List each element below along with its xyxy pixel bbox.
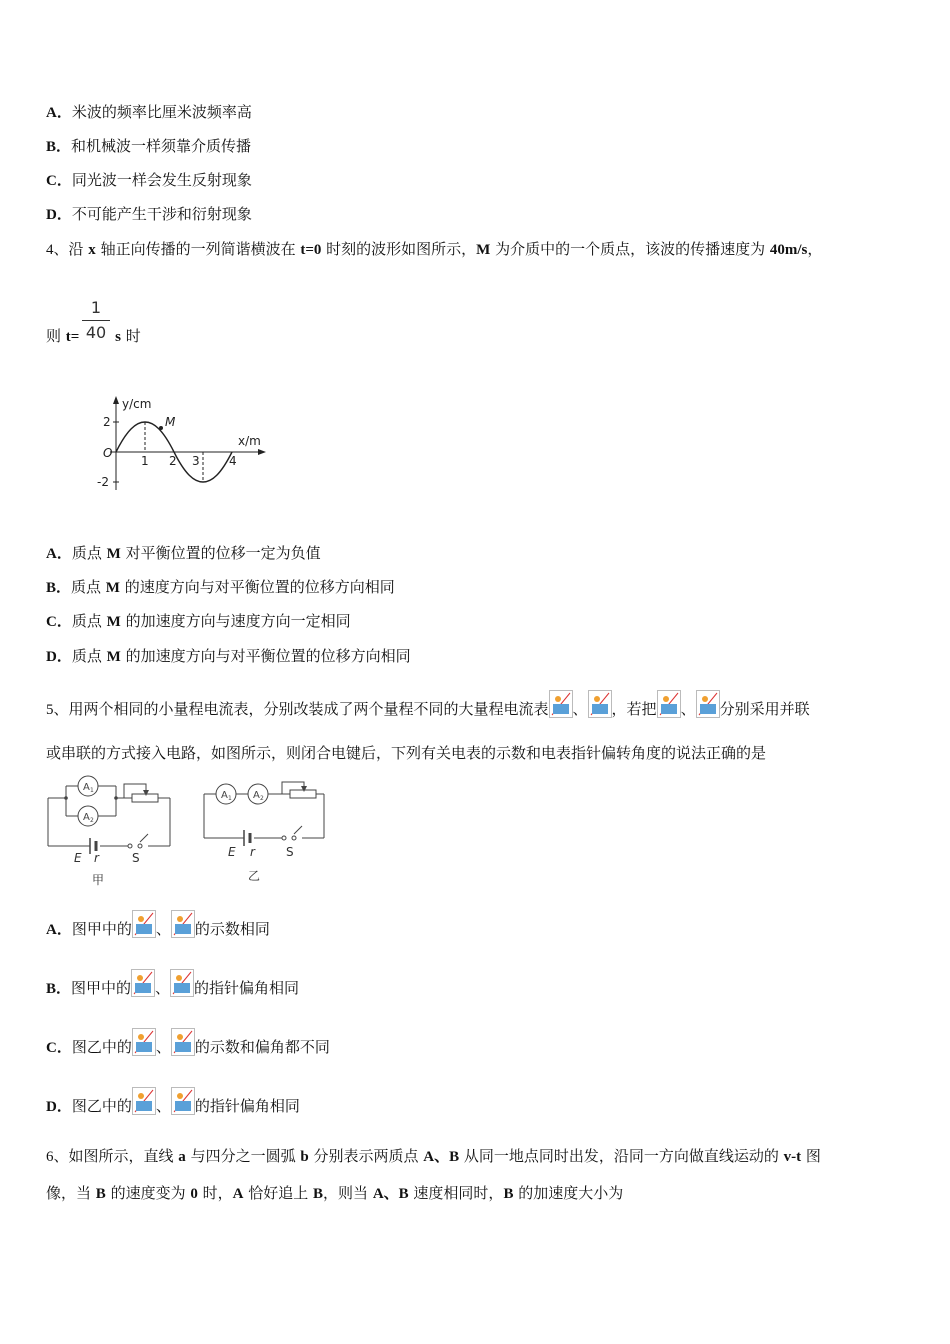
broken-image-icon xyxy=(171,1028,195,1056)
a2-label-jia: A xyxy=(83,812,90,823)
resistance-label-yi: r xyxy=(250,845,255,859)
broken-image-icon xyxy=(171,1087,195,1115)
switch-label-jia: S xyxy=(132,851,140,865)
a1-sub-yi: 1 xyxy=(228,795,232,802)
x-axis-arrow xyxy=(258,449,266,455)
q5-stem: 5、用两个相同的小量程电流表，分别改装成了两个量程不同的大量程电流表 、 ，若把 、 分别采用并联 xyxy=(46,690,810,724)
resistance-label-jia: r xyxy=(94,851,99,865)
broken-image-icon xyxy=(131,969,155,997)
a2-label-yi: A xyxy=(253,790,260,801)
x-tick-4: 4 xyxy=(229,454,237,468)
q4-stem: 4、沿 x 轴正向传播的一列简谐横波在 t=0 时刻的波形如图所示，M 为介质中的一个质点，该波的传播速度为 40m/s， xyxy=(46,240,823,258)
q3-option-d: D．不可能产生干涉和衍射现象 xyxy=(46,205,252,223)
q5-option-d: D．图乙中的 、 的指针偏角相同 xyxy=(46,1087,300,1122)
caption-jia: 甲 xyxy=(92,873,105,887)
broken-image-icon xyxy=(549,690,573,718)
a2-sub-yi: 2 xyxy=(260,795,264,802)
rheostat-yi xyxy=(290,790,316,798)
y-axis-label: y/cm xyxy=(122,397,152,411)
x-tick-2: 2 xyxy=(169,454,177,468)
q5-option-b: B．图甲中的 、 的指针偏角相同 xyxy=(46,969,299,1004)
emf-label-yi: E xyxy=(228,845,236,859)
broken-image-icon xyxy=(170,969,194,997)
fraction-numerator: 1 xyxy=(90,298,102,317)
emf-label-jia: E xyxy=(74,851,82,865)
broken-image-icon xyxy=(132,1087,156,1115)
a1-label-jia: A xyxy=(83,782,90,793)
point-m-label: M xyxy=(165,415,176,429)
x-axis-label: x/m xyxy=(238,434,261,448)
q4-option-a: A．质点 M 对平衡位置的位移一定为负值 xyxy=(46,544,321,562)
q4-option-c: C．质点 M 的加速度方向与速度方向一定相同 xyxy=(46,612,351,630)
circuit-jia xyxy=(44,770,180,892)
q5-option-c: C．图乙中的 、 的示数和偏角都不同 xyxy=(46,1028,330,1063)
fraction-denominator: 40 xyxy=(85,323,107,342)
q5-stem-line2: 或串联的方式接入电路，如图所示，则闭合电键后，下列有关电表的示数和电表指针偏转角度的说法正确的是 xyxy=(46,744,767,762)
q4-time: 则 t= s 时 xyxy=(46,327,141,345)
x-tick-3: 3 xyxy=(192,454,200,468)
broken-image-icon xyxy=(696,690,720,718)
broken-image-icon xyxy=(588,690,612,718)
origin-label: O xyxy=(103,446,113,460)
q3-option-c: C．同光波一样会发生反射现象 xyxy=(46,171,252,189)
q4-option-d: D．质点 M 的加速度方向与对平衡位置的位移方向相同 xyxy=(46,647,411,665)
wave-graph xyxy=(92,390,272,500)
switch-label-yi: S xyxy=(286,845,294,859)
broken-image-icon xyxy=(132,1028,156,1056)
y-tick-neg2: -2 xyxy=(97,475,109,489)
time-fraction xyxy=(82,298,110,343)
q4-option-b: B．质点 M 的速度方向与对平衡位置的位移方向相同 xyxy=(46,578,395,596)
point-m-dot xyxy=(159,426,163,430)
broken-image-icon xyxy=(657,690,681,718)
q6-stem: 6、如图所示，直线 a 与四分之一圆弧 b 分别表示两质点 A、B 从同一地点同时出发，沿同一方向做直线运动的 v-t 图 xyxy=(46,1147,821,1165)
q6-stem-line2: 像，当 B 的速度变为 0 时，A 恰好追上 B，则当 A、B 速度相同时，B 的加速度大小为 xyxy=(46,1184,624,1202)
caption-yi: 乙 xyxy=(248,869,261,883)
broken-image-icon xyxy=(132,910,156,938)
circuit-yi xyxy=(198,778,334,888)
a1-sub-jia: 1 xyxy=(90,787,94,794)
q3-option-b: B．和机械波一样须靠介质传播 xyxy=(46,137,252,155)
q3-option-a: A．米波的频率比厘米波频率高 xyxy=(46,103,252,121)
a1-label-yi: A xyxy=(221,790,228,801)
y-axis-arrow xyxy=(113,396,119,404)
x-tick-1: 1 xyxy=(141,454,149,468)
rheostat-jia xyxy=(132,794,158,802)
q5-option-a: A．图甲中的 、 的示数相同 xyxy=(46,910,270,945)
fraction-bar xyxy=(82,320,110,321)
y-tick-2: 2 xyxy=(103,415,111,429)
a2-sub-jia: 2 xyxy=(90,817,94,824)
broken-image-icon xyxy=(171,910,195,938)
